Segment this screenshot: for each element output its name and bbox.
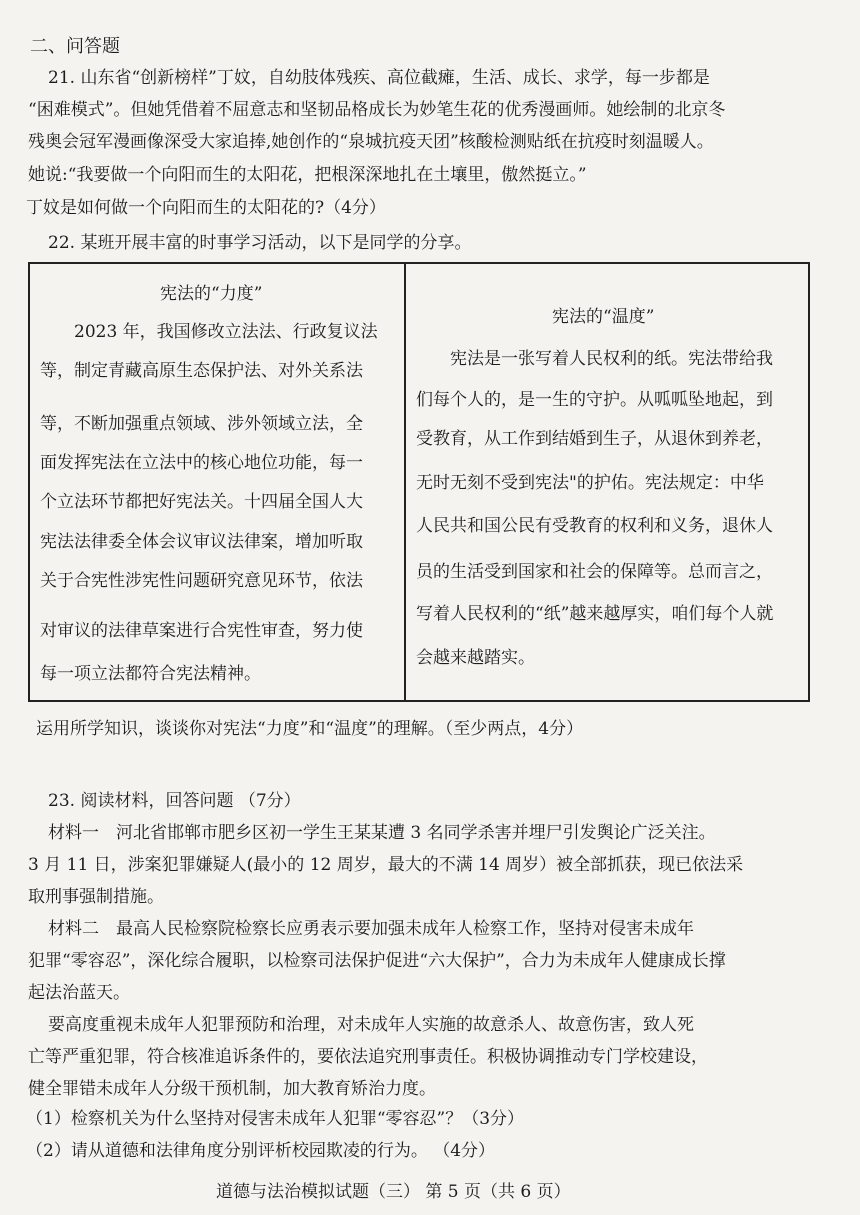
right-cell-line: 受教育，从工作到结婚到生子，从退休到养老， — [416, 429, 773, 449]
q23-material1-line: 取刑事强制措施。 — [28, 887, 164, 907]
section-title: 二、问答题 — [30, 36, 120, 57]
left-cell-line: 等，不断加强重点领域、涉外领域立法，全 — [40, 414, 363, 434]
right-cell-line: 员的生活受到国家和社会的保障等。总而言之， — [416, 562, 773, 582]
q23-intro: 23. 阅读材料，回答问题 （7分） — [48, 791, 301, 811]
left-cell-title: 宪法的“力度” — [160, 284, 263, 304]
right-cell-title: 宪法的“温度” — [552, 307, 655, 327]
right-cell-line: 们每个人的，是一生的守护。从呱呱坠地起，到 — [416, 390, 773, 410]
q21-line: 残奥会冠军漫画像深受大家追捧,她创作的“泉城抗疫天团”核酸检测贴纸在抗疫时刻温暖人。 — [28, 132, 714, 152]
left-cell-line: 个立法环节都把好宪法关。十四届全国人大 — [40, 492, 363, 512]
right-cell-line: 写着人民权利的“纸”越来越厚实，咱们每个人就 — [416, 604, 774, 624]
left-cell-line: 宪法法律委全体会议审议法律案，增加听取 — [40, 532, 363, 552]
q23-material2-line: 健全罪错未成年人分级干预机制，加大教育矫治力度。 — [28, 1079, 436, 1099]
left-cell-line: 对审议的法律草案进行合宪性审查，努力使 — [40, 621, 363, 641]
q23-sub-question-2: （2）请从道德和法律角度分别评析校园欺凌的行为。 （4分） — [26, 1141, 496, 1161]
left-cell-line: 面发挥宪法在立法中的核心地位功能，每一 — [40, 453, 363, 473]
q21-line: 21. 山东省“创新榜样”丁妏，自幼肢体残疾、高位截瘫，生活、成长、求学，每一步都是 — [48, 68, 710, 88]
q22-table-divider — [404, 262, 406, 702]
right-cell-line: 人民共和国公民有受教育的权利和义务，退休人 — [416, 516, 773, 536]
left-cell-line: 2023 年，我国修改立法法、行政复议法 — [74, 322, 378, 342]
q22-question: 运用所学知识，谈谈你对宪法“力度”和“温度”的理解。（至少两点，4分） — [36, 719, 584, 739]
q22-intro: 22. 某班开展丰富的时事学习活动，以下是同学的分享。 — [48, 233, 472, 253]
q21-question: 丁妏是如何做一个向阳而生的太阳花的?（4分） — [26, 198, 386, 218]
right-cell-line: 宪法是一张写着人民权利的纸。宪法带给我 — [450, 349, 773, 369]
q23-sub-question-1: （1）检察机关为什么坚持对侵害未成年人犯罪“零容忍”？（3分） — [26, 1109, 525, 1129]
q23-material1-line: 材料一 河北省邯郸市肥乡区初一学生王某某遭 3 名同学杀害并埋尸引发舆论广泛关注。 — [48, 823, 716, 843]
right-cell-line: 无时无刻不受到宪法"的护佑。宪法规定：中华 — [416, 473, 764, 493]
q21-line: 她说:“我要做一个向阳而生的太阳花，把根深深地扎在土壤里，傲然挺立。” — [28, 165, 587, 185]
q23-material1-line: 3 月 11 日，涉案犯罪嫌疑人(最小的 12 周岁，最大的不满 14 周岁）被全部抓获，现已依法采 — [28, 855, 744, 875]
page-footer: 道德与法治模拟试题（三） 第 5 页（共 6 页） — [216, 1182, 571, 1202]
left-cell-line: 每一项立法都符合宪法精神。 — [40, 664, 261, 684]
left-cell-line: 等，制定青藏高原生态保护法、对外关系法 — [40, 361, 363, 381]
q21-line: “困难模式”。但她凭借着不屈意志和坚韧品格成长为妙笔生花的优秀漫画师。她绘制的北京冬 — [28, 100, 726, 120]
q23-material2-line: 要高度重视未成年人犯罪预防和治理，对未成年人实施的故意杀人、故意伤害，致人死 — [48, 1015, 694, 1035]
q23-material2-line: 亡等严重犯罪，符合核准追诉条件的，要依法追究刑事责任。积极协调推动专门学校建设， — [28, 1047, 708, 1067]
left-cell-line: 关于合宪性涉宪性问题研究意见环节，依法 — [40, 571, 363, 591]
q23-material2-line: 犯罪“零容忍”，深化综合履职，以检察司法保护促进“六大保护”，合力为未成年人健康成长撑 — [28, 951, 726, 971]
q23-material2-line: 起法治蓝天。 — [28, 983, 130, 1003]
right-cell-line: 会越来越踏实。 — [416, 648, 535, 668]
q23-material2-line: 材料二 最高人民检察院检察长应勇表示要加强未成年人检察工作，坚持对侵害未成年 — [48, 919, 694, 939]
